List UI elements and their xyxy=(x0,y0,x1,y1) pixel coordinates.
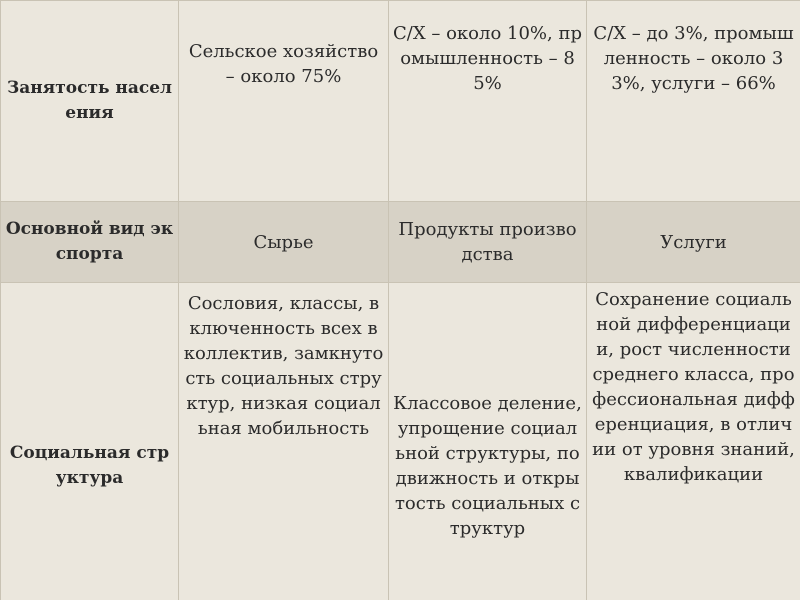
table-row-social-structure xyxy=(1,283,800,600)
table-row-export xyxy=(1,202,800,283)
cell-social-industrial: Классовое деление, упрощение социальной структуры, подвижность и открытость социальных структур xyxy=(389,283,587,600)
cell-employment-postindustrial: С/Х – до 3%, промышленность – около 33%, услуги – 66% xyxy=(587,1,800,202)
cell-employment-industrial: С/Х – около 10%, промышленность – 85% xyxy=(389,1,587,202)
cell-employment-agrarian: Сельское хозяйство – около 75% xyxy=(179,1,389,202)
cell-export-agrarian: Сырье xyxy=(179,202,389,283)
cell-export-industrial: Продукты производства xyxy=(389,202,587,283)
row-header-social-structure: Социальная структура xyxy=(1,283,179,600)
cell-social-agrarian: Сословия, классы, включенность всех в коллектив, замкнутость социальных структур, низкая социальная мобильность xyxy=(179,283,389,600)
row-header-employment: Занятость населения xyxy=(1,1,179,202)
table-row-employment xyxy=(1,1,800,202)
row-header-export: Основной вид экспорта xyxy=(1,202,179,283)
cell-export-postindustrial: Услуги xyxy=(587,202,800,283)
cell-social-postindustrial: Сохранение социальной дифференциации, рост численности среднего класса, профессиональная дифференциация, в отличии от уровня знаний, квалификации xyxy=(587,283,800,600)
